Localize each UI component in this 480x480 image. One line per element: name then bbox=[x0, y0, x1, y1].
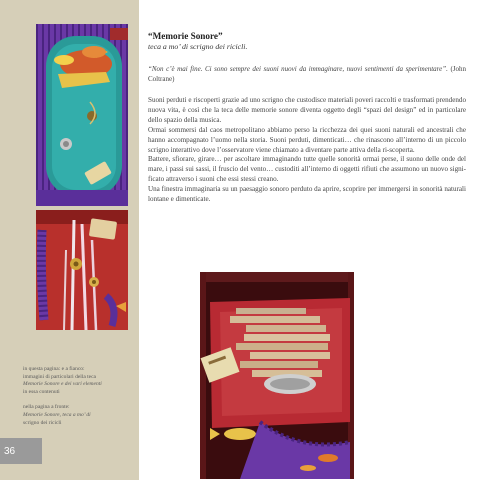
detail-photo-bells bbox=[36, 210, 128, 330]
quote-author: (John Coltrane) bbox=[148, 65, 466, 83]
article-body bbox=[148, 96, 466, 205]
caption-line: Memorie Sonore, teca a mo’ di bbox=[23, 411, 91, 418]
article-quote bbox=[148, 64, 466, 84]
body-paragraph: Suoni perduti e riscoperti grazie ad uno scrigno che custodisce materiali poveri raccolti e trasformati prendendo nuova vita, è così che la teca delle memorie sonore diventa oggetto degli “spazi del design” ed in particolare dello spazio della musica. bbox=[148, 96, 466, 124]
caption-line: in questa pagina: e a fianco: bbox=[23, 366, 85, 372]
photo-treasure-box bbox=[200, 272, 354, 479]
article-text bbox=[148, 31, 466, 205]
quote-text: “Non c’è mai fine. Ci sono sempre dei suoni nuovi da immaginare, nuovi sentimenti da sperimentare”. bbox=[148, 65, 448, 73]
detail-photo-fish bbox=[36, 24, 128, 206]
caption-line: scrigno dei ricicli bbox=[23, 419, 62, 426]
body-paragraph: Ormai sommersi dal caos metropolitano abbiamo perso la ricchezza dei quei suoni naturali ed ancestrali che hanno accompagnato l’uomo nella storia. Suoni perduti, dimenticati… che rinascono all’interno di un piccolo scrigno interattivo dove l’osservatore viene chiamato a diventare parte attiva della ri-scoperta. bbox=[148, 125, 466, 154]
body-paragraph: Una finestra immaginaria su un paesaggio sonoro perduto da aprire, scoprire per immergersi in sonorità naturali lontane e dimenticate. bbox=[148, 185, 466, 204]
page-number: 36 bbox=[0, 438, 42, 464]
photo-caption bbox=[23, 366, 133, 427]
article-subtitle: teca a mo’ di scrigno dei ricicli. bbox=[148, 42, 248, 51]
caption-line: Memorie Sonore e dei vari elementi bbox=[23, 381, 102, 388]
body-paragraph: Battere, sfiorare, girare… per ascoltare immaginando tutte quelle sonorità ormai perse, il suono delle onde del mare, i passi sui sassi, il fruscio del vento… custoditi all’interno di oggetti rifiuti che assumono un nuovo signi-ficato attraverso i suoni che essi stessi creano. bbox=[148, 155, 466, 184]
article-title: “Memorie Sonore” bbox=[148, 31, 223, 41]
caption-line: immagini di particolari della teca bbox=[23, 373, 96, 380]
caption-line: nella pagina a fronte: bbox=[23, 404, 70, 411]
caption-line: in essa contenuti bbox=[23, 388, 60, 395]
